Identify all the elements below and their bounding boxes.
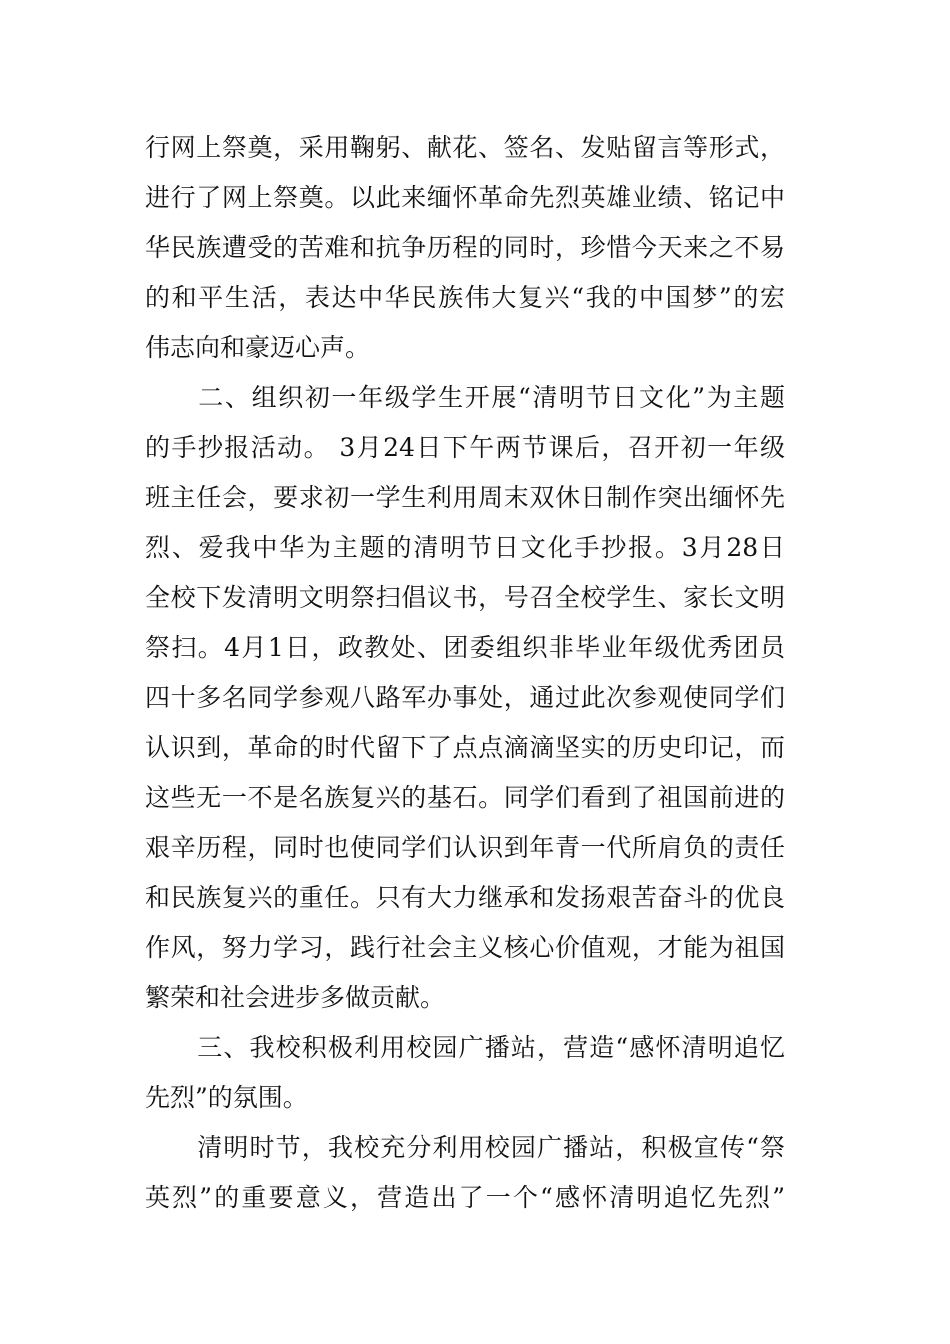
text-line: 繁荣和社会进步多做贡献。 bbox=[145, 983, 446, 1012]
text-line: 认识到，革命的时代留下了点点滴滴坚实的历史印记，而 bbox=[145, 733, 785, 762]
text-line: 班主任会，要求初一学生利用周末双休日制作突出缅怀先 bbox=[145, 483, 785, 512]
text-line: 的手抄报活动。 3月24日下午两节课后，召开初一年级 bbox=[145, 433, 785, 462]
text-line: 作风，努力学习，践行社会主义核心价值观，才能为祖国 bbox=[145, 933, 785, 962]
document-body bbox=[145, 123, 785, 1223]
text-line: 华民族遭受的苦难和抗争历程的同时，珍惜今天来之不易 bbox=[145, 233, 785, 262]
text-line: 进行了网上祭奠。以此来缅怀革命先烈英雄业绩、铭记中 bbox=[145, 183, 785, 212]
text-line: 先烈”的氛围。 bbox=[145, 1083, 308, 1112]
text-line: 英烈”的重要意义，营造出了一个“感怀清明追忆先烈” bbox=[145, 1183, 785, 1212]
text-line: 三、我校积极利用校园广播站，营造“感怀清明追忆 bbox=[145, 1033, 785, 1062]
text-line: 行网上祭奠，采用鞠躬、献花、签名、发贴留言等形式， bbox=[145, 133, 785, 162]
text-line: 全校下发清明文明祭扫倡议书，号召全校学生、家长文明 bbox=[145, 583, 785, 612]
text-line: 艰辛历程，同时也使同学们认识到年青一代所肩负的责任 bbox=[145, 833, 785, 862]
text-line: 和民族复兴的重任。只有大力继承和发扬艰苦奋斗的优良 bbox=[145, 883, 785, 912]
text-line: 二、组织初一年级学生开展“清明节日文化”为主题 bbox=[145, 383, 785, 412]
text-line: 烈、爱我中华为主题的清明节日文化手抄报。3月28日 bbox=[145, 533, 785, 562]
text-line: 四十多名同学参观八路军办事处，通过此次参观使同学们 bbox=[145, 683, 785, 712]
text-line: 祭扫。4月1日，政教处、团委组织非毕业年级优秀团员 bbox=[145, 633, 785, 662]
text-line: 这些无一不是名族复兴的基石。同学们看到了祖国前进的 bbox=[145, 783, 785, 812]
text-line: 清明时节，我校充分利用校园广播站，积极宣传“祭 bbox=[145, 1133, 785, 1162]
text-line: 的和平生活，表达中华民族伟大复兴“我的中国梦”的宏 bbox=[145, 283, 785, 312]
text-line: 伟志向和豪迈心声。 bbox=[145, 333, 371, 362]
